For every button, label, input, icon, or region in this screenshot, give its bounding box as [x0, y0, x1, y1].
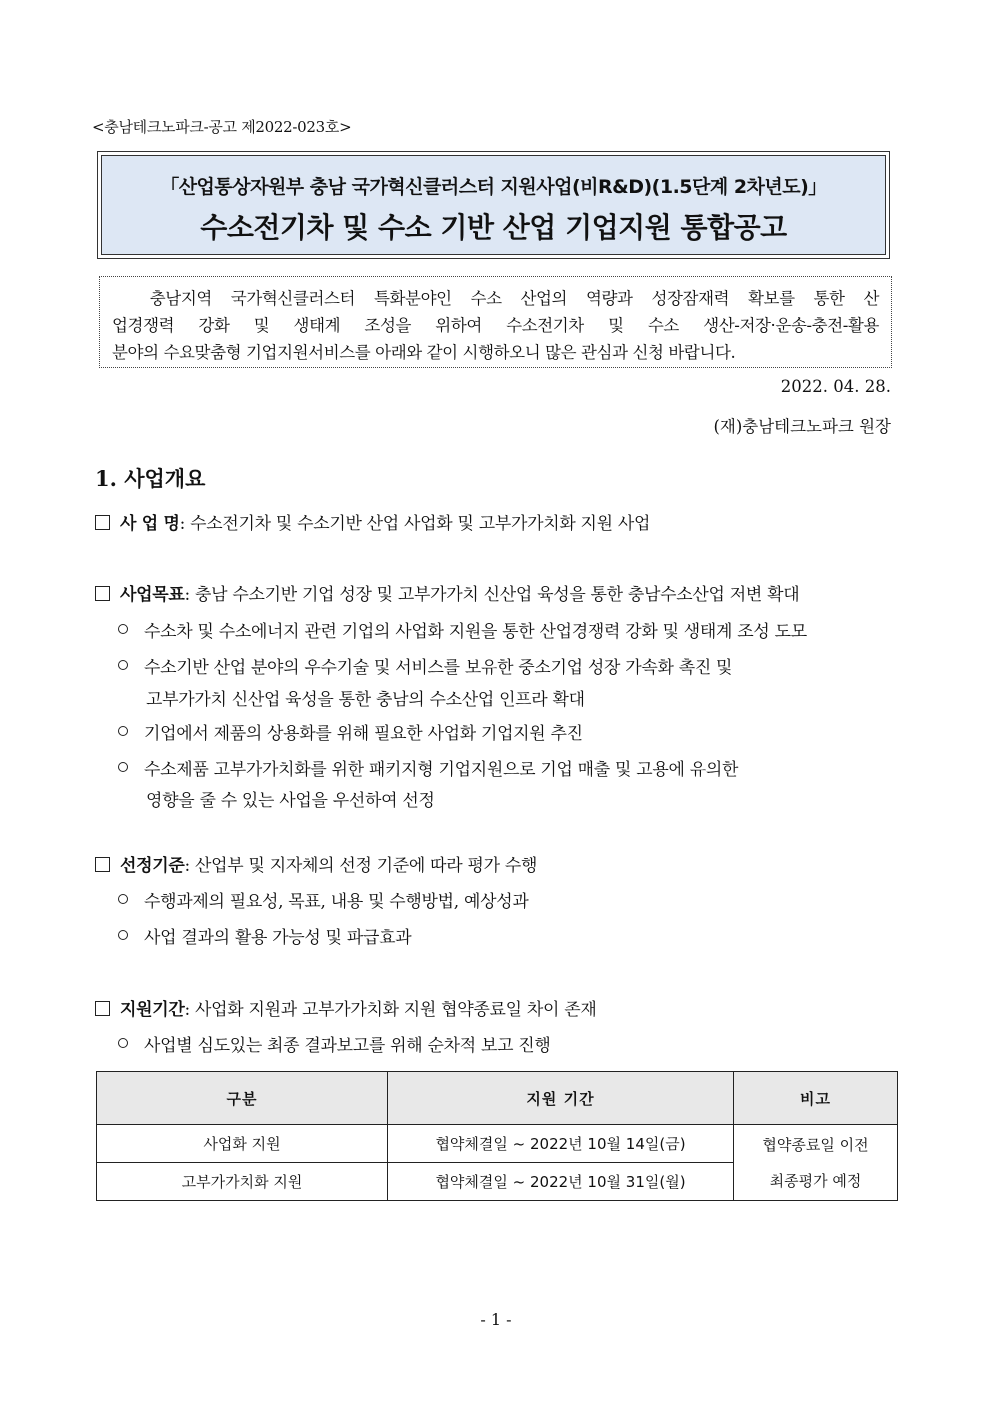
- support-period-table: [96, 1071, 898, 1201]
- table-header-row: [97, 1072, 898, 1125]
- period-value: : 사업화 지원과 고부가가치화 지원 협약종료일 차이 존재: [184, 1000, 597, 1020]
- selection-item: 사업 결과의 활용 가능성 및 파급효과: [118, 923, 411, 948]
- page-number: - 1 -: [480, 1310, 512, 1329]
- goal-item: 수소차 및 수소에너지 관련 기업의 사업화 지원을 통한 산업경쟁력 강화 및 생태계 조성 도모: [118, 617, 807, 642]
- intro-line2: 업경쟁력 강화 및 생태계 조성을 위하여 수소전기차 및 수소 생산-저장·운송-충전-활용: [112, 316, 879, 335]
- checkbox-square-icon: [95, 586, 110, 601]
- table-header-note: 비고: [734, 1072, 898, 1125]
- goal-item-continued: 고부가가치 신산업 육성을 통한 충남의 수소산업 인프라 확대: [146, 690, 585, 710]
- business-name-label: 사 업 명: [120, 514, 180, 534]
- circle-bullet-icon: [118, 1038, 128, 1048]
- title-line1: 「산업통상자원부 충남 국가혁신클러스터 지원사업(비R&D)(1.5단계 2차년도)」: [160, 176, 827, 198]
- goal-item: 수소제품 고부가가치화를 위한 패키지형 기업지원으로 기업 매출 및 고용에 유의한: [118, 755, 738, 780]
- goal-item: 수소기반 산업 분야의 우수기술 및 서비스를 보유한 중소기업 성장 가속화 촉진 및: [118, 653, 732, 678]
- table-row: [97, 1125, 898, 1163]
- selection-label: 선정기준: [120, 856, 185, 876]
- table-header-period: 지원 기간: [388, 1072, 734, 1125]
- business-goal-line: [95, 580, 799, 605]
- business-name-line: [95, 509, 650, 534]
- goal-item: 기업에서 제품의 상용화를 위해 필요한 사업화 기업지원 추진: [118, 719, 583, 744]
- table-cell-category: 고부가가치화 지원: [97, 1163, 388, 1201]
- table-cell-period: 협약체결일 ~ 2022년 10월 14일(금): [388, 1125, 734, 1163]
- intro-box: [99, 276, 892, 368]
- table-cell-period: 협약체결일 ~ 2022년 10월 31일(월): [388, 1163, 734, 1201]
- document-number: <충남테크노파크-공고 제2022-023호>: [92, 118, 352, 136]
- circle-bullet-icon: [118, 726, 128, 736]
- table-header-category: 구분: [97, 1072, 388, 1125]
- note-line1: 협약종료일 이전: [762, 1135, 869, 1154]
- selection-value: : 산업부 및 지자체의 선정 기준에 따라 평가 수행: [184, 856, 538, 876]
- title-line2: 수소전기차 및 수소 기반 산업 기업지원 통합공고: [200, 211, 787, 244]
- announcement-date: 2022. 04. 28.: [780, 377, 891, 396]
- period-line: [95, 995, 596, 1020]
- circle-bullet-icon: [118, 930, 128, 940]
- note-line2: 최종평가 예정: [769, 1171, 862, 1190]
- table-cell-note: [734, 1125, 898, 1201]
- circle-bullet-icon: [118, 894, 128, 904]
- business-name-value: : 수소전기차 및 수소기반 산업 사업화 및 고부가가치화 지원 사업: [179, 514, 651, 534]
- section-title: 1. 사업개요: [95, 466, 206, 491]
- circle-bullet-icon: [118, 762, 128, 772]
- goal-item-continued: 영향을 줄 수 있는 사업을 우선하여 선정: [146, 791, 435, 811]
- period-item: 사업별 심도있는 최종 결과보고를 위해 순차적 보고 진행: [118, 1031, 551, 1056]
- intro-line1: 충남지역 국가혁신클러스터 특화분야인 수소 산업의 역량과 성장잠재력 확보를 통한 산: [149, 289, 879, 308]
- business-goal-label: 사업목표: [120, 585, 185, 605]
- period-label: 지원기간: [120, 1000, 185, 1020]
- selection-line: [95, 851, 537, 876]
- checkbox-square-icon: [95, 1001, 110, 1016]
- intro-line3: 분야의 수요맞춤형 기업지원서비스를 아래와 같이 시행하오니 많은 관심과 신청 바랍니다.: [112, 343, 736, 362]
- checkbox-square-icon: [95, 515, 110, 530]
- title-inner: [101, 155, 886, 255]
- circle-bullet-icon: [118, 624, 128, 634]
- selection-item: 수행과제의 필요성, 목표, 내용 및 수행방법, 예상성과: [118, 887, 529, 912]
- business-goal-value: : 충남 수소기반 기업 성장 및 고부가가치 신산업 육성을 통한 충남수소산업 저변 확대: [184, 585, 800, 605]
- checkbox-square-icon: [95, 857, 110, 872]
- title-box: [97, 151, 890, 259]
- circle-bullet-icon: [118, 660, 128, 670]
- issuer: (재)충남테크노파크 원장: [713, 417, 891, 436]
- table-cell-category: 사업화 지원: [97, 1125, 388, 1163]
